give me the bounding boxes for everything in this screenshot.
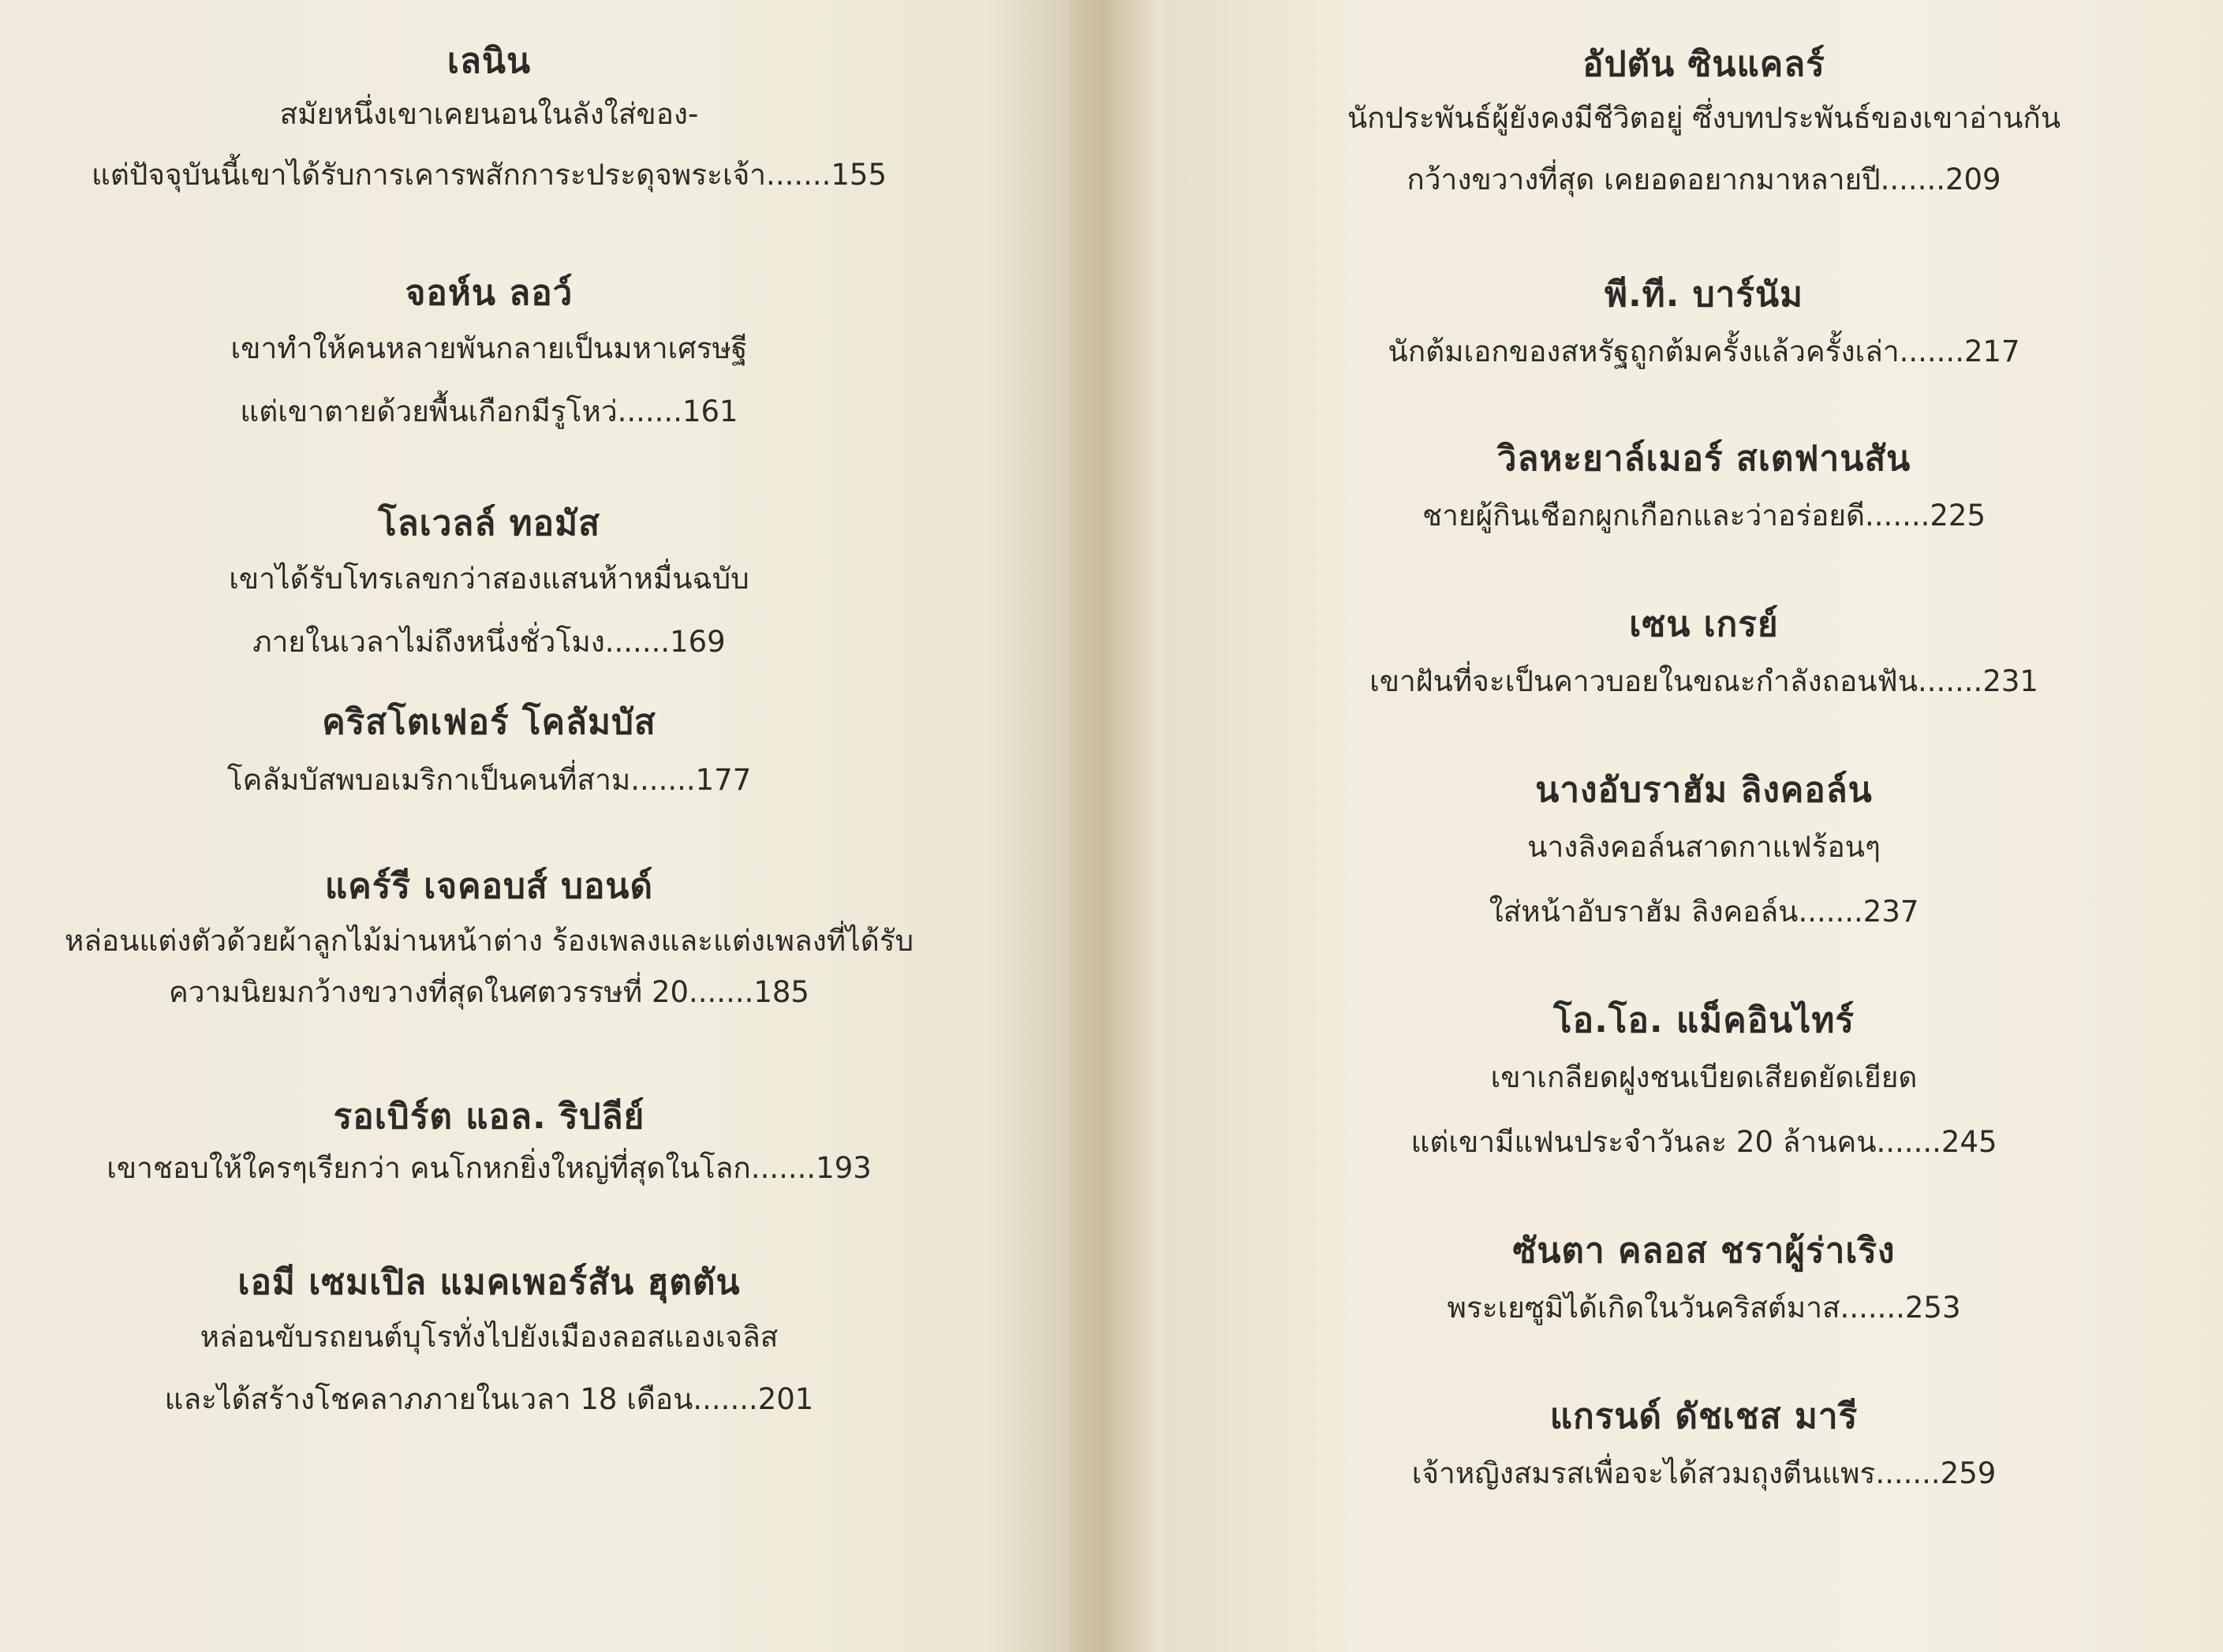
entry-line: นักประพันธ์ผู้ยังคงมีชีวิตอยู่ ซึ่งบทประพันธ์ของเขาอ่านกัน (1347, 101, 2061, 135)
toc-entry (1254, 1228, 2154, 1340)
toc-entry (1254, 271, 2154, 383)
entry-title: เอมี เซมเปิล แมคเพอร์สัน ฮุตตัน (237, 1262, 741, 1303)
left-toc-column (0, 0, 978, 1652)
entry-title: พี.ที. บาร์นัม (1604, 275, 1804, 315)
entry-title: แกรนด์ ดัชเชส มารี (1549, 1396, 1859, 1437)
entry-line: แต่เขาตายด้วยพื้นเกือกมีรูโหว่.......161 (240, 394, 738, 428)
entry-line: สมัยหนึ่งเขาเคยนอนในลังใส่ของ- (279, 97, 699, 131)
entry-title: ซันตา คลอส ชราผู้ร่าเริง (1512, 1231, 1896, 1271)
entry-line: แต่เขามีแฟนประจำวันละ 20 ล้านคน.......245 (1410, 1125, 1997, 1159)
entry-line: เขาได้รับโทรเลขกว่าสองแสนห้าหมื่นฉบับ (229, 562, 749, 596)
entry-line: โคลัมบัสพบอเมริกาเป็นคนที่สาม.......177 (226, 763, 752, 797)
entry-title: โลเวลล์ ทอมัส (378, 503, 600, 544)
right-toc-column (1254, 0, 2154, 1652)
entry-title: จอห์น ลอว์ (405, 273, 573, 313)
entry-line: กว้างขวางที่สุด เคยอดอยากมาหลายปี.......209 (1407, 163, 2001, 196)
entry-line: เจ้าหญิงสมรสเพื่อจะได้สวมถุงตีนแพร.......259 (1411, 1456, 1997, 1490)
toc-entry (1254, 435, 2154, 548)
toc-entry (1254, 601, 2154, 713)
entry-line: หล่อนขับรถยนต์บุโรทั่งไปยังเมืองลอสแองเจลิส (200, 1320, 779, 1354)
entry-title: เลนิน (446, 41, 532, 81)
toc-entry (0, 38, 978, 208)
entry-line: ชายผู้กินเชือกผูกเกือกและว่าอร่อยดี.......225 (1422, 499, 1986, 533)
toc-entry (1254, 997, 2154, 1175)
entry-title: อัปตัน ซินแคลร์ (1582, 44, 1825, 84)
entry-line: หล่อนแต่งตัวด้วยผ้าลูกไม้ม่านหน้าต่าง ร้องเพลงและแต่งเพลงที่ได้รับ (64, 924, 914, 958)
entry-line: ใส่หน้าอับราฮัม ลิงคอล์น.......237 (1489, 895, 1919, 929)
entry-title: วิลหะยาล์เมอร์ สเตฟานสัน (1496, 439, 1911, 479)
entry-line: เขาทำให้คนหลายพันกลายเป็นมหาเศรษฐี (230, 331, 748, 365)
toc-entry (0, 1093, 978, 1194)
entry-title: แคร์รี เจคอบส์ บอนด์ (324, 866, 654, 906)
toc-entry (0, 270, 978, 445)
entry-title: นางอับราฮัม ลิงคอล์น (1535, 770, 1873, 810)
toc-entry (0, 1259, 978, 1433)
entry-line: เขาฝันที่จะเป็นคาวบอยในขณะกำลังถอนฟัน.......231 (1369, 664, 2038, 698)
entry-title: โอ.โอ. แม็คอินไทร์ (1553, 1000, 1855, 1041)
entry-line: นักต้มเอกของสหรัฐถูกต้มครั้งแล้วครั้งเล่า.......217 (1388, 335, 2020, 368)
entry-line: และได้สร้างโชคลาภภายในเวลา 18 เดือน.......201 (164, 1382, 814, 1416)
toc-entry (1254, 1393, 2154, 1505)
entry-title: คริสโตเฟอร์ โคลัมบัส (322, 702, 656, 742)
entry-line: ความนิยมกว้างขวางที่สุดในศตวรรษที่ 20.......185 (169, 975, 809, 1009)
entry-line: ภายในเวลาไม่ถึงหนึ่งชั่วโมง.......169 (252, 625, 726, 659)
entry-title: รอเบิร์ต แอล. ริปลีย์ (333, 1097, 645, 1137)
toc-entry (1254, 41, 2154, 213)
book-gutter (1069, 0, 1164, 1652)
entry-title: เซน เกรย์ (1629, 604, 1779, 645)
entry-line: เขาชอบให้ใครๆเรียกว่า คนโกหกยิ่งใหญ่ที่สุดในโลก.......193 (106, 1151, 872, 1185)
entry-line: พระเยซูมิได้เกิดในวันคริสต์มาส.......253 (1447, 1291, 1961, 1325)
entry-line: แต่ปัจจุบันนี้เขาได้รับการเคารพสักการะประดุจพระเจ้า.......155 (91, 158, 887, 192)
toc-entry (1254, 767, 2154, 945)
toc-entry (0, 699, 978, 813)
toc-entry (0, 863, 978, 1015)
toc-entry (0, 500, 978, 675)
entry-line: เขาเกลียดฝูงชนเบียดเสียดยัดเยียด (1490, 1060, 1918, 1094)
entry-line: นางลิงคอล์นสาดกาแฟร้อนๆ (1527, 830, 1881, 864)
